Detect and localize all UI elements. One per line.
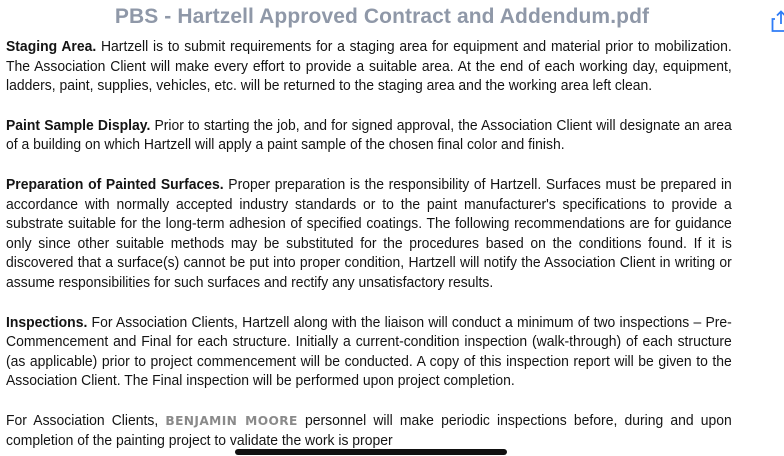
section-paint-sample-display — [6, 117, 732, 156]
section-preparation-of-painted-surfaces — [6, 176, 732, 294]
paragraph-benjamin-moore-inspections — [6, 412, 732, 451]
section-staging-area — [6, 38, 732, 97]
share-icon[interactable] — [771, 10, 784, 32]
document-page — [6, 38, 732, 456]
section-heading: Inspections. — [6, 314, 88, 331]
section-body: Prior to starting the job, and for signed approval, the Association Client will designate an area of a building on which Hartzell will apply a paint sample of the chosen final color and finish. — [6, 117, 732, 154]
paragraph-text-end: personnel will make periodic inspections before, during and upon completion of the painting project to validate the work is proper — [6, 412, 732, 449]
section-heading: Staging Area. — [6, 39, 97, 55]
brand-name: BENJAMIN MOORE — [165, 413, 298, 429]
paragraph-text-start: For Association Clients, — [6, 412, 166, 429]
section-heading: Preparation of Painted Surfaces. — [6, 176, 224, 193]
section-heading: Paint Sample Display. — [6, 117, 151, 134]
section-body: Proper preparation is the responsibility of Hartzell. Surfaces must be prepared in accordance with normally accepted industry standards or to the paint manufacturer's specifications to provide a substrate suitable for the long-term adhesion of specified coatings. The following recommendations are for guidance only since other suitable methods may be substituted for the procedures based on the conditions found. If it is discovered that a surface(s) cannot be put into proper condition, Hartzell will notify the Association Client in writing or assume responsibilities for such surfaces and rectify any unsatisfactory results. — [6, 176, 732, 291]
section-body: For Association Clients, Hartzell along with the liaison will conduct a minimum of two inspections – Pre-Commencement and Final for each structure. Initially a current-condition inspection (walk-through) of each structure (as applicable) prior to project commencement will be conducted. A copy of this inspection report will be given to the Association Client. The Final inspection will be performed upon project completion. — [6, 314, 732, 390]
home-indicator-bar[interactable] — [235, 449, 507, 455]
section-body: Hartzell is to submit requirements for a staging area for equipment and material prior to mobilization. The Association Client will make every effort to provide a suitable area. At the end of each working day, equipment, ladders, paint, supplies, vehicles, etc. will be returned to the staging area and the working area left clean. — [6, 39, 732, 95]
title-bar — [0, 0, 784, 38]
section-inspections — [6, 314, 732, 392]
document-title: PBS - Hartzell Approved Contract and Addendum.pdf — [114, 5, 650, 28]
